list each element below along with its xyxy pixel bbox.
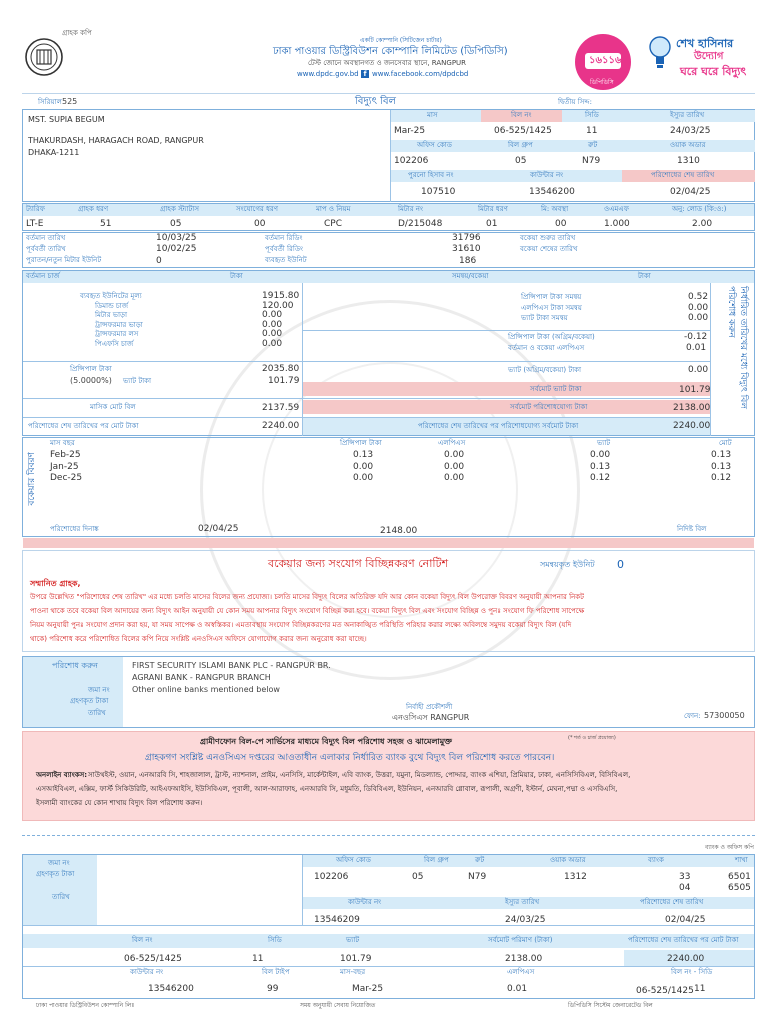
notice-body-line2: পাওনা থাকে তবে বকেয়া বিল আদায়ের জন্য বিদ্যুৎ আইন অনুযায়ী যে কোন সময় আপনার বিদ্যুৎ সংযোগ বিচ্ছিন্ন করা হবে। বকেয়া বিদ্যুৎ বিল এবং সংযোগ বিচ্ছিন্ন ও পুনঃ সংযোগ ফি পরিশোধ সাপেক্ষে <box>30 607 585 615</box>
hotline-caption: ডিপিডিসি <box>590 79 614 86</box>
meter-value-7: 00 <box>555 219 567 229</box>
stub-walk-order: 1312 <box>564 872 587 882</box>
bill-group-label: বিল গ্রুপ <box>508 141 533 149</box>
stub-after-due: 2240.00 <box>667 954 705 964</box>
meter-header-9: অনু: লোড (কি:ও:) <box>672 205 727 213</box>
cycle-label: সিডি <box>585 111 599 119</box>
charge-value-0: 1915.80 <box>262 291 300 301</box>
route-label: রুট <box>588 141 598 149</box>
arrears-cell-1-3: 0.13 <box>590 461 611 472</box>
stub-cycle: 11 <box>252 954 264 964</box>
stub-lps-label: এলপিএস <box>507 968 535 976</box>
bill-month: Mar-25 <box>394 126 426 136</box>
arrears-cell-1-0: Jan-25 <box>50 461 79 472</box>
copy-number-label: দ্বিতীয় সিদ্দ: <box>558 98 592 106</box>
present-date: 10/03/25 <box>156 233 197 243</box>
prev-read-label: পূর্ববর্তী রিডিং <box>265 245 304 253</box>
stub-after-due-label: পরিশোধের শেষ তারিখের পর মোট টাকা <box>628 936 739 944</box>
charges-col-taka2: টাকা <box>638 272 651 280</box>
bank-option-1: FIRST SECURITY ISLAMI BANK PLC - RANGPUR BR. <box>132 661 331 670</box>
stub-bank-label: ব্যাংক <box>648 856 664 864</box>
stub-month-label: মাস-বছর <box>340 968 366 976</box>
stub-bill-group: 05 <box>412 872 424 882</box>
stub-hl-2 <box>23 966 754 967</box>
meter-header-2: গ্রাহক স্ট্যাটাস <box>160 205 199 213</box>
stub-office-code-label: অফিস কোড <box>336 856 371 864</box>
hl-principal <box>302 330 710 331</box>
stub-total: 2138.00 <box>505 954 543 964</box>
stub-branch-label: শাখা <box>735 856 748 864</box>
footer-right: ডিপিডিসি সিস্টেম জেনারেটেড বিল <box>568 1002 653 1009</box>
arrears-cell-2-3: 0.12 <box>590 473 611 483</box>
surcharge-date-label: বকেয়া শুরুর তারিখ <box>520 234 576 242</box>
stub-account-label: কাউন্টার নং <box>348 898 382 906</box>
slogan-line2: উদ্যোগ <box>694 51 724 62</box>
lps-value: 0.01 <box>686 343 707 353</box>
arrears-header-1: প্রিন্সিপাল টাকা <box>340 439 382 447</box>
meter-value-9: 2.00 <box>692 219 713 229</box>
charge-value-1: 120.00 <box>262 300 294 311</box>
arrears-cell-2-1: 0.00 <box>353 473 374 483</box>
old-unit-label: পুরাতন/নতুন মিটার ইউনিট <box>26 256 102 264</box>
arrears-header-3: ভ্যাট <box>597 439 611 447</box>
stub-vat: 101.79 <box>340 954 372 964</box>
footer-left: ঢাকা পাওয়ার ডিস্ট্রিবিউশন কোম্পানি লিঃ <box>36 1002 135 1009</box>
after-due-total: 2240.00 <box>262 421 300 431</box>
payment-date-label: পরিশোধের দিনাঙ্ক <box>50 525 99 533</box>
light-bulb-icon <box>648 34 672 70</box>
stub-month: Mar-25 <box>352 984 384 994</box>
hl-subtotal <box>23 361 710 362</box>
route-number: N79 <box>582 156 601 166</box>
prev-date-label: পূর্ববর্তী তারিখ <box>26 245 66 253</box>
pay-date-label: তারিখ <box>88 709 106 717</box>
stub-acc2-label: কাউন্টার নং <box>130 968 164 976</box>
meter-value-0: LT-E <box>26 219 44 229</box>
header-divider <box>22 93 755 94</box>
band-total-vat <box>303 382 710 396</box>
charges-col-taka: টাকা <box>230 272 243 280</box>
arrears-header-4: মোট <box>719 439 732 447</box>
adjust-label-1: এলপিএস টাকা সমন্বয় <box>521 303 582 312</box>
serial-value: 525 <box>62 97 78 106</box>
meter-value-2: 05 <box>170 219 182 229</box>
charge-value-2: 0.00 <box>262 310 283 321</box>
online-banks-line3: ইসলামী ব্যাংকের যে কোন শাখায় বিদ্যুৎ বিল পরিশোধ করুন। <box>36 799 203 807</box>
notice-body-line1: উপরে উল্লেখিত "পরিশোধের শেষ তারিখ" এর মধ্যে চলতি মাসের বিলের জন্য প্রযোজ্য। চলতি মাসের বিদ্যুৎ বিলের অতিরিক্ত যদি আর কোন বকেয়া বিদ্যুৎ বিল উপরোক্ত বিবরণ অনুযায়ী আপনার নিকট <box>30 593 584 601</box>
arrears-box <box>22 437 755 537</box>
band-meter-header <box>23 204 754 216</box>
present-date-label: বর্তমান তারিখ <box>26 234 66 242</box>
lps-label: বর্তমান ও বকেয়া এলপিএস <box>508 344 585 352</box>
stub-bank-1: 33 <box>679 872 691 882</box>
bill-title: বিদ্যুৎ বিল <box>355 96 396 107</box>
bill-cycle: 11 <box>586 126 598 136</box>
adjusted-unit-value: 0 <box>617 558 624 571</box>
arrears-cell-1-2: 0.00 <box>444 461 465 472</box>
facebook-icon: f <box>361 70 369 78</box>
prev-reading: 31610 <box>452 244 481 254</box>
stub-bill-group-label: বিল গ্রুপ <box>424 856 449 864</box>
stub-billno2-label: বিল নং - সিডি <box>671 968 713 976</box>
side-note: নির্ধারিত তারিখের মধ্যে বিদ্যুৎ বিল পরিশোধ করুন <box>726 286 748 409</box>
copy-label: গ্রাহক কপি <box>62 29 92 37</box>
issue-date: 24/03/25 <box>670 126 711 136</box>
vat-value: 101.79 <box>268 376 300 386</box>
arrears-total-label: নিদিষ্ট বিল <box>677 525 707 533</box>
header-top-line: একটি কোম্পানি (সিটিজেন চার্টার) <box>360 37 442 44</box>
meter-value-3: 00 <box>254 219 266 229</box>
meter-header-7: মি: অবস্থা <box>541 205 569 213</box>
stub-bill-number: 06-525/1425 <box>124 954 182 964</box>
vat-percent: (5.0000%) <box>70 376 112 385</box>
notice-body-line4: থাকে) পরিশোধ করে পরিশোধিত বিলের কপি নিয়ে সংশ্লিষ্ট এনওসিএস অফিসে যোগাযোগ করার জন্য অনুরোধ করা যাচ্ছে। <box>30 635 367 643</box>
old-account: 107510 <box>421 187 456 197</box>
meter-header-0: ট্যারিফ <box>26 205 45 213</box>
account-label: কাউন্টার নং <box>530 171 564 179</box>
charge-label-1: ডিমান্ড চার্জ <box>95 301 128 310</box>
online-subtitle: গ্রাহকগণ সংশ্লিষ্ট এনওসিএস দপ্তরের আওতাধীন এলাকার নির্ধারিত ব্যাংক বুথে বিদ্যুৎ বিল পরিশোধ করতে পারবেন। <box>145 753 555 763</box>
stub-bank-2: 04 <box>679 883 691 893</box>
total-vat: 101.79 <box>679 385 711 395</box>
charges-col-adjust: সমন্বয়/বকেয়া <box>452 272 489 280</box>
charge-value-3: 0.00 <box>262 319 283 330</box>
after-due-label: পরিশোধের শেষ তারিখের পর মোট টাকা <box>28 422 139 430</box>
meter-header-1: গ্রাহক ধরণ <box>78 205 109 213</box>
charge-value-4: 0.00 <box>262 329 283 340</box>
consumed-units: 186 <box>459 256 477 266</box>
meter-value-1: 51 <box>100 219 112 229</box>
company-address: টেস্ট জোনে অবস্থানগত ও জনসেবার স্থানে, RANGPUR <box>308 59 467 67</box>
arrears-cell-0-1: 0.13 <box>353 450 374 460</box>
meter-value-4: CPC <box>324 219 342 229</box>
website-link[interactable]: www.dpdc.gov.bd <box>297 70 359 78</box>
online-title: গ্রামীণফোন বিল-পে সার্ভিসের মাধ্যমে বিদ্যুৎ বিল পরিশোধ সহজ ও ঝামেলামুক্ত <box>200 737 452 746</box>
phone-number: 57300050 <box>704 711 745 720</box>
adjust-label-2: ভ্যাট টাকা সমন্বয় <box>521 314 568 322</box>
charge-value-5: 0.00 <box>262 339 283 349</box>
charge-label-4: ট্রান্সফরমার লস <box>95 330 139 339</box>
stub-bill-type: 99 <box>267 984 279 994</box>
arrears-cell-1-4: 0.13 <box>711 461 732 472</box>
adjust-value-1: 0.00 <box>688 302 709 313</box>
vat-adj: 0.00 <box>688 365 709 375</box>
stub-box <box>22 854 755 999</box>
arrears-cell-0-4: 0.13 <box>711 450 732 460</box>
stub-due-label: পরিশোধের শেষ তারিখ <box>640 898 704 906</box>
vat-label: ভ্যাট টাকা <box>123 377 152 385</box>
stub-issue-label: ইস্যুর তারিখ <box>505 898 540 906</box>
phone-label: ফোন: <box>684 712 701 720</box>
cut-line <box>22 835 755 836</box>
notice-title: বকেয়ার জন্য সংযোগ বিচ্ছিন্নকরণ নোটিশ <box>268 557 449 570</box>
bank-option-3: Other online banks mentioned below <box>132 685 280 694</box>
stub-copy-label: ব্যাংক ও অফিস কপি <box>705 844 754 851</box>
adjust-value-2: 0.00 <box>688 313 709 323</box>
bill-number: 06-525/1425 <box>494 126 552 136</box>
principal-adj-label: প্রিন্সিপাল টাকা (অগ্রিম/বকেয়া) <box>508 333 595 341</box>
present-read-label: বর্তমান রিডিং <box>265 234 303 242</box>
payment-date: 02/04/25 <box>198 524 239 534</box>
arrears-cell-1-1: 0.00 <box>353 461 374 472</box>
band-arrears-bottom <box>23 538 754 548</box>
slogan-line3: ঘরে ঘরে বিদ্যুৎ <box>680 65 747 78</box>
dpdc-logo-icon <box>24 36 64 78</box>
online-banks-line1: সাউথইস্ট, ওয়ান, এনআরবি সি, শাহজালাল, ট্রাস্ট, ন্যাশনাল, প্রাইম, এনসিসি, মার্কেন্টাইল, এবি ব্যাংক, উত্তরা, যমুনা, মিডল্যান্ড, পোদ্দার, ব্যাংক এশিয়া, প্রিমিয়ার, ঢাকা, এনসিসিবিএল, বিসিবিএল, <box>88 771 631 779</box>
stub-walk-label: ওয়াক অডার <box>550 856 586 864</box>
subtotal-label: প্রিন্সিপাল টাকা <box>70 365 112 373</box>
stub-route-label: রুট <box>475 856 485 864</box>
arrear-end-label: বকেয়া শেষের তারিখ <box>520 245 578 253</box>
charge-label-2: মিটার ভাড়া <box>95 311 128 320</box>
stub-due-date: 02/04/25 <box>665 915 706 925</box>
monthly-total: 2137.59 <box>262 403 300 413</box>
stub-date-label: তারিখ <box>52 893 70 901</box>
total-vat-label: সর্বমোট ভ্যাট টাকা <box>530 385 582 393</box>
info-grid-divider <box>390 110 391 202</box>
consumed-label: ব্যবহৃত ইউনিট <box>265 256 307 264</box>
meter-value-5: D/215048 <box>398 219 443 229</box>
due-date: 02/04/25 <box>670 187 711 197</box>
after-due-total2: 2240.00 <box>673 421 711 431</box>
online-title-note: (* শর্ত ও চার্জ প্রযোজ্য) <box>568 735 616 741</box>
received-amount-label: গ্রহণকৃত টাকা <box>70 697 109 705</box>
stub-lps: 0.01 <box>507 984 528 994</box>
stub-collect-label: জমা নং <box>48 859 70 867</box>
bill-group: 05 <box>515 156 527 166</box>
adjust-value-0: 0.52 <box>688 292 709 302</box>
stub-received-label: গ্রহণকৃত টাকা <box>36 870 75 878</box>
facebook-link[interactable]: www.facebook.com/dpdcbd <box>372 70 469 78</box>
stub-hl-1 <box>23 925 754 926</box>
meter-header-6: মিটার ধরণ <box>478 205 508 213</box>
band-total-pay <box>303 400 710 414</box>
arrears-cell-0-2: 0.00 <box>444 450 465 460</box>
nocs-office: এনওসিএস RANGPUR <box>392 713 470 722</box>
arrears-header-2: এলপিএস <box>438 439 466 447</box>
total-payable: 2138.00 <box>673 403 711 413</box>
meter-header-8: ওএমএফ <box>604 205 629 213</box>
stub-branch-1: 6501 <box>728 872 751 882</box>
walk-order: 1310 <box>677 156 700 166</box>
arrears-cell-2-0: Dec-25 <box>50 473 83 483</box>
stub-bill-no-label: বিল নং <box>132 936 153 944</box>
old-account-label: পুরনো হিসাব নং <box>408 171 454 179</box>
stub-cycle-label: সিডি <box>268 936 282 944</box>
prev-date: 10/02/25 <box>156 244 197 254</box>
walk-order-label: ওয়াক অডার <box>670 141 706 149</box>
stub-billno2: 06-525/1425 <box>636 986 694 996</box>
old-unit: 0 <box>156 256 162 266</box>
monthly-total-label: মাসিক মোট বিল <box>90 403 136 411</box>
serial-label: সিরিয়াল <box>38 98 62 106</box>
hl-monthly <box>23 398 710 399</box>
payment-amount: 2148.00 <box>380 526 418 536</box>
meter-value-8: 1.000 <box>604 219 630 229</box>
charge-label-3: ট্রান্সফরমার ভাড়া <box>95 320 143 329</box>
subtotal-value: 2035.80 <box>262 364 300 374</box>
stub-bill-type-label: বিল টাইপ <box>262 968 290 976</box>
meter-header-5: মিটার নং <box>398 205 424 213</box>
arrears-side-label: বকেয়ার বিবরণ <box>27 452 37 506</box>
online-banks-line2: এসআইবিএল, এক্সিম, ফার্স্ট সিকিউরিটি, আইএফআইসি, ইউসিবিএল, পূবালী, আল-আরাফাহ, এনআরবি সি, মধুমতি, ডিবিবিএল, ইউনিয়ন, এনআরবি গ্লোবাল, রূপালী, অগ্রণী, ইস্টার্ন, মেঘনা,পদ্মা ও এসবিএসি, <box>36 785 618 793</box>
stub-route: N79 <box>468 872 487 882</box>
company-name: ঢাকা পাওয়ার ডিস্ট্রিবিউশন কোম্পানি লিমিটেড (ডিপিডিসি) <box>273 46 508 57</box>
customer-address-line1: THAKURDASH, HARAGACH ROAD, RANGPUR <box>28 136 204 145</box>
total-payable-label: সর্বমোট পরিশোধযোগ্য টাকা <box>510 403 588 411</box>
after-due-label2: পরিশোধের শেষ তারিখের পর পরিশোধযোগ্য সর্বমোট টাকা <box>418 422 579 430</box>
account-number: 13546200 <box>529 187 575 197</box>
stub-acc2: 13546200 <box>148 984 194 994</box>
notice-greeting: সম্মানিত গ্রাহক, <box>30 579 81 588</box>
meter-header-3: সংযোগের ধরণ <box>236 205 278 213</box>
customer-info-box <box>22 109 755 202</box>
arrears-header-0: মাস বছর <box>50 439 75 447</box>
customer-name: MST. SUPIA BEGUM <box>28 115 105 124</box>
office-code-label: অফিস কোড <box>417 141 452 149</box>
stub-cycle2: 11 <box>694 984 706 994</box>
charge-label-5: পিএফসি চার্জ <box>95 340 134 348</box>
stub-branch-2: 6505 <box>728 883 751 893</box>
vat-adj-label: ভ্যাট (অগ্রিম/বকেয়া) টাকা <box>508 366 582 374</box>
office-code: 102206 <box>394 156 429 166</box>
adjust-label-0: প্রিন্সিপাল টাকা সমন্বয় <box>521 293 582 301</box>
charge-label-0: ব্যবহৃত ইউনিটের মূল্য <box>80 292 142 300</box>
arrears-cell-2-4: 0.12 <box>711 473 732 483</box>
principal-adj: -0.12 <box>684 332 708 342</box>
meter-header-4: মাপ ও নিয়ম <box>316 205 351 213</box>
pay-label: পরিশোধ করুন <box>52 661 98 670</box>
charges-col-current: বর্তমান চার্জ <box>26 272 60 280</box>
charges-vdivider-right <box>710 283 711 436</box>
due-date-label: পরিশোধের শেষ তারিখ <box>651 171 715 179</box>
arrears-cell-0-3: 0.00 <box>590 450 611 460</box>
officer-label: নির্বাহী প্রকৌশলী <box>406 703 453 711</box>
slogan-line1: শেখ হাসিনার <box>676 37 734 50</box>
present-reading: 31796 <box>452 233 481 243</box>
adjusted-unit-label: সমন্বয়কৃত ইউনিট <box>540 560 595 569</box>
stub-office-code: 102206 <box>314 872 349 882</box>
stub-total-label: সর্বমোট পরিমাণ (টাকা) <box>488 936 553 944</box>
bill-no-label: বিল নং <box>511 111 532 119</box>
month-label: মাস <box>427 111 438 119</box>
online-banks-label: অনলাইন ব্যাংকস: <box>36 771 88 779</box>
readings-box <box>22 232 755 268</box>
meter-value-6: 01 <box>486 219 498 229</box>
bank-option-2: AGRANI BANK - RANGPUR BRANCH <box>132 673 271 682</box>
issue-date-label: ইস্যুর তারিখ <box>670 111 705 119</box>
hotline-number: ১৬১১৬ <box>589 55 622 66</box>
notice-body-line3: নিয়ম অনুযায়ী পুনঃ সংযোগ প্রদান করা হয়, যা সময় সাপেক্ষ ও অস্বস্তিকর। এমতাবস্থায় সংযোগ বিচ্ছিন্নকরণের মত অনাকাঙ্খিত পরিস্থিতি পরিহার করার লক্ষ্যে অবিলম্বে সমুদয় বকেয়া বিদ্যুৎ বিল (যদি <box>30 621 572 629</box>
arrears-cell-2-2: 0.00 <box>444 473 465 483</box>
stub-vat-label: ভ্যাট <box>346 936 360 944</box>
arrears-cell-0-0: Feb-25 <box>50 450 81 460</box>
customer-address-line2: DHAKA-1211 <box>28 148 80 157</box>
stub-issue-date: 24/03/25 <box>505 915 546 925</box>
footer-mid: সময় অনুযায়ী সেবায় নিয়োজিত <box>300 1002 376 1009</box>
stub-account-number: 13546209 <box>314 915 360 925</box>
collect-no-label: জমা নং <box>88 686 110 694</box>
